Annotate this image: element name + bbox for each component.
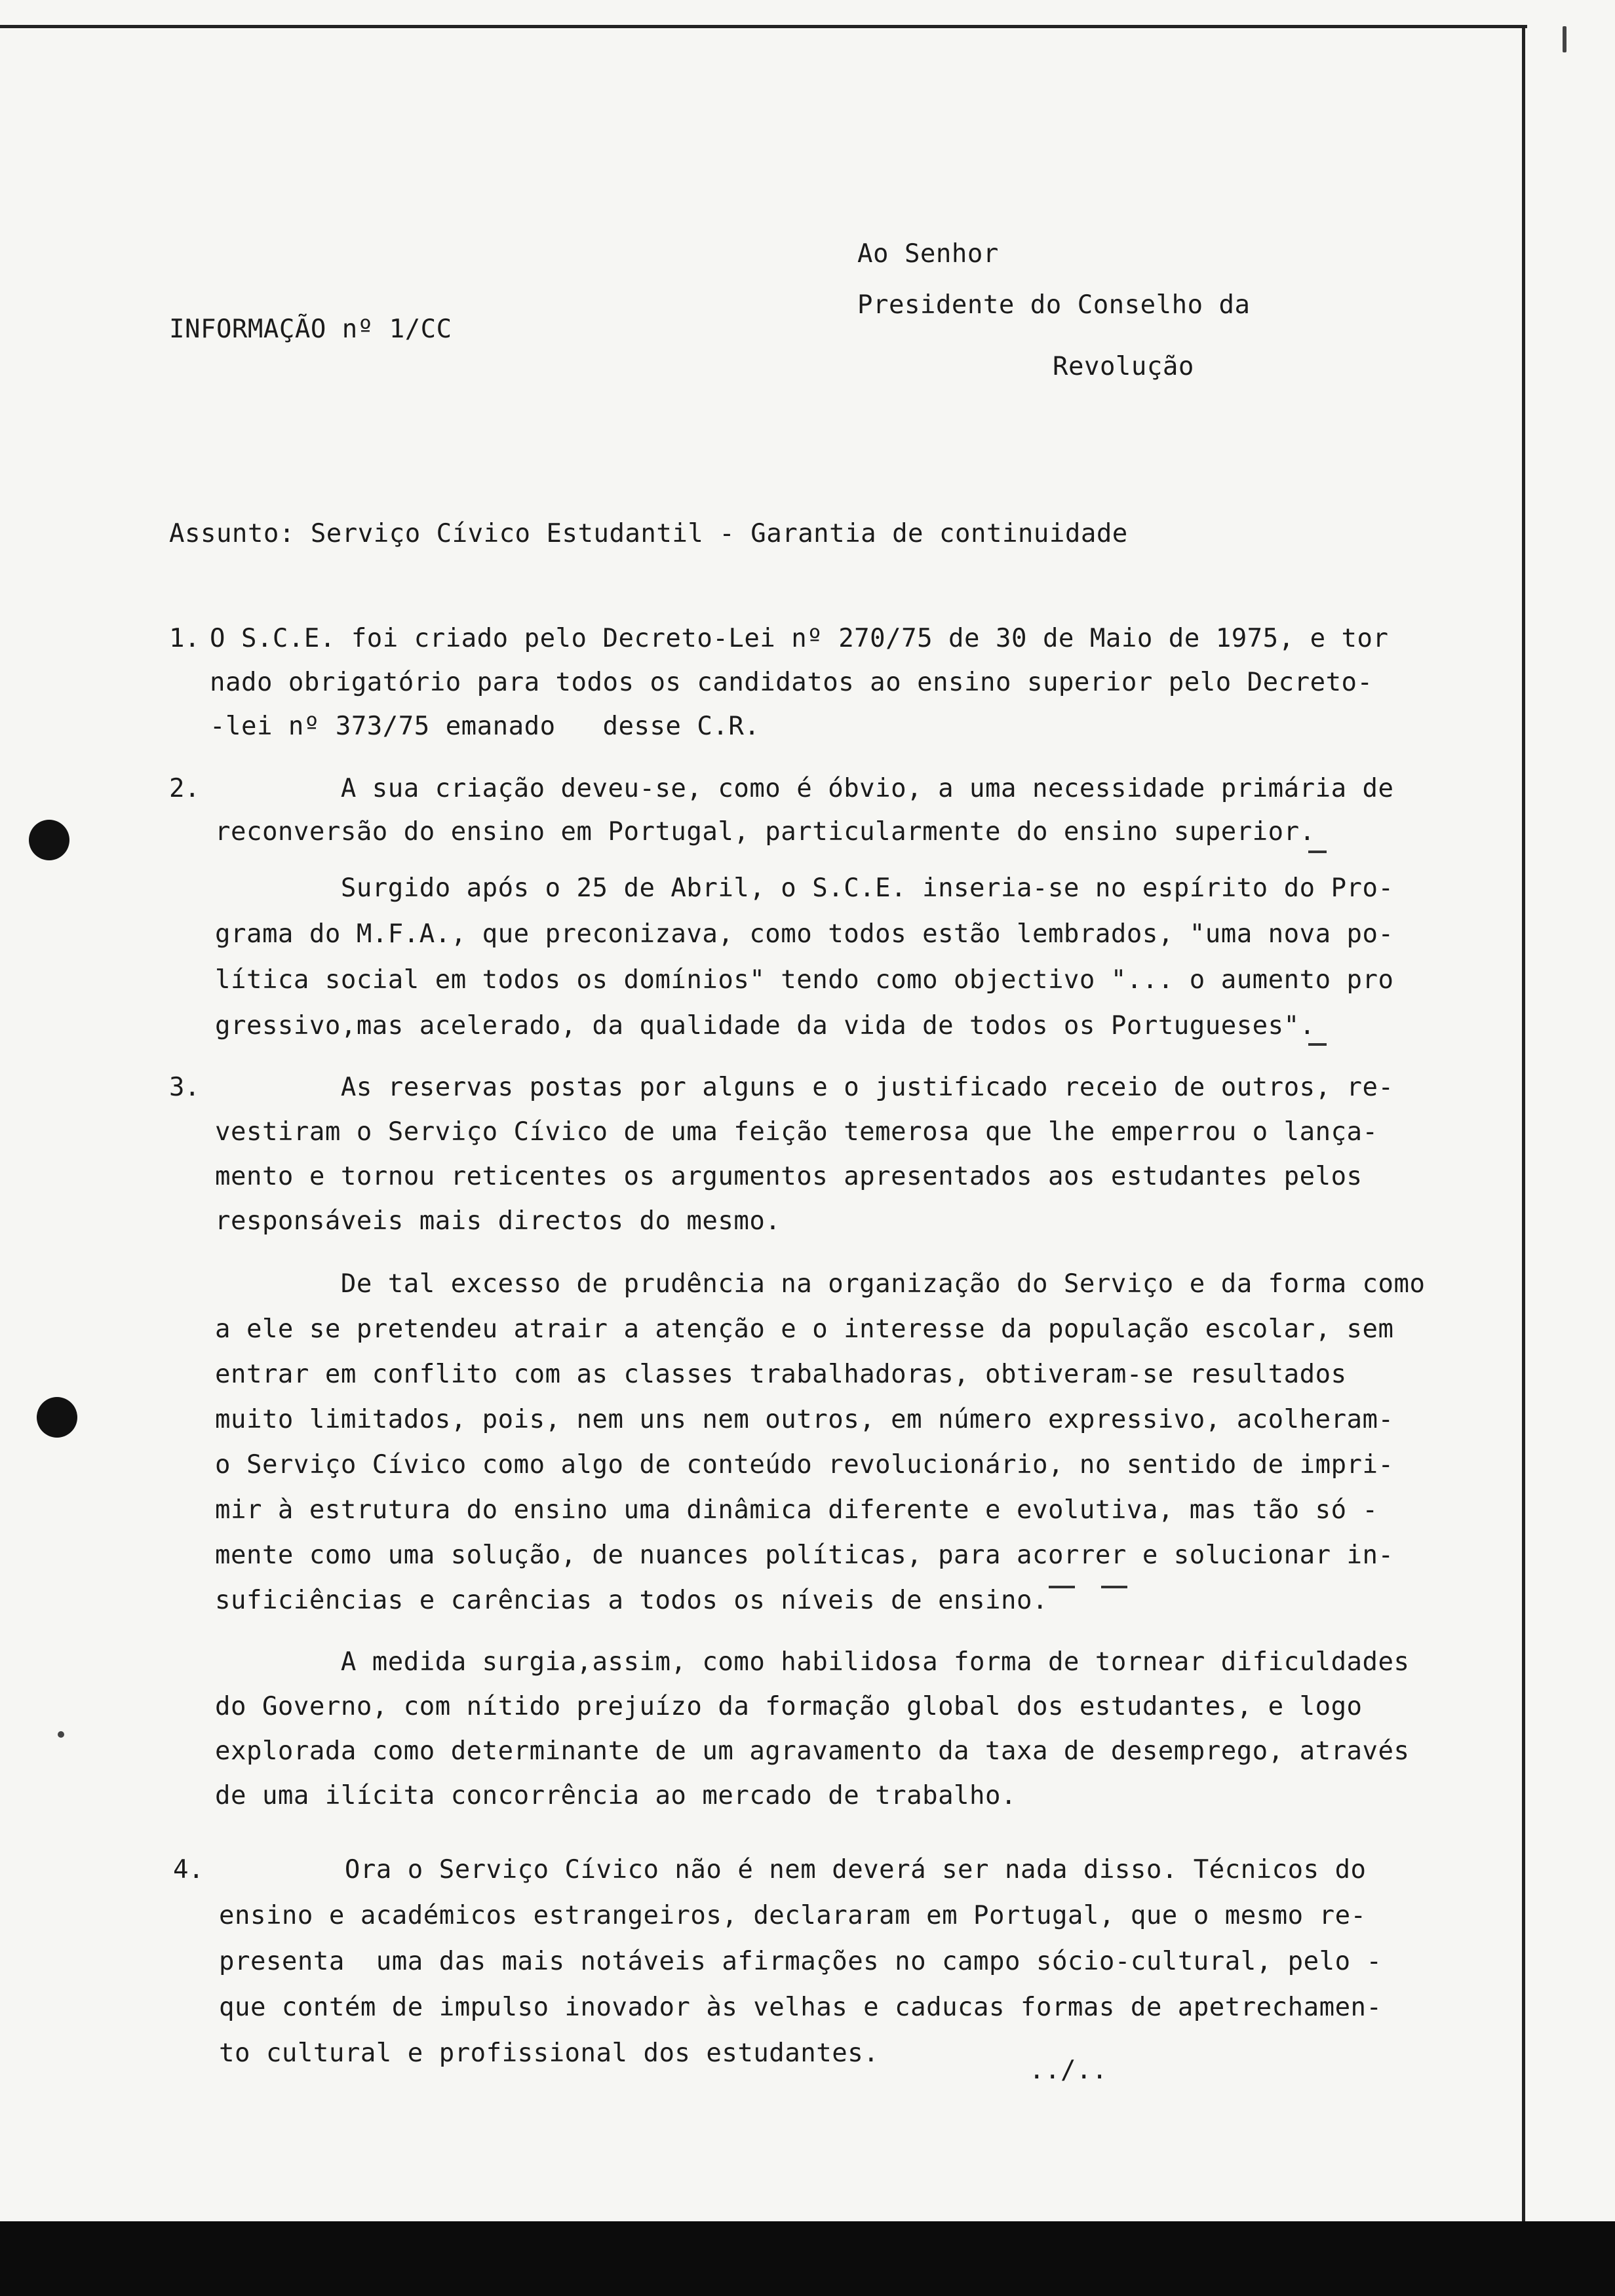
body-line: De tal excesso de prudência na organização do Serviço e da forma como — [215, 1269, 1426, 1299]
section-number: 1. — [169, 624, 200, 653]
section-number: 3. — [169, 1073, 200, 1102]
body-line: muito limitados, pois, nem uns nem outros, em número expressivo, acolheram- — [215, 1405, 1394, 1434]
addressee-line-2: Presidente do Conselho da — [857, 290, 1251, 320]
body-line: mir à estrutura do ensino uma dinâmica diferente e evolutiva, mas tão só - — [215, 1495, 1378, 1525]
body-line: ensino e académicos estrangeiros, declararam em Portugal, que o mesmo re- — [219, 1901, 1367, 1930]
scan-edge-top — [0, 25, 1527, 28]
body-line: As reservas postas por alguns e o justificado receio de outros, re- — [215, 1073, 1394, 1102]
body-line: nado obrigatório para todos os candidatos ao ensino superior pelo Decreto- — [210, 668, 1373, 697]
body-line: a ele se pretendeu atrair a atenção e o interesse da população escolar, sem — [215, 1314, 1394, 1344]
body-line: de uma ilícita concorrência ao mercado de trabalho. — [215, 1781, 1017, 1810]
margin-dash — [1049, 1586, 1075, 1588]
body-line: presenta uma das mais notáveis afirmações no campo sócio-cultural, pelo - — [219, 1947, 1382, 1976]
information-reference: INFORMAÇÃO nº 1/CC — [169, 315, 452, 344]
body-line: -lei nº 373/75 emanado desse C.R. — [210, 712, 760, 741]
body-line: gressivo,mas acelerado, da qualidade da vida de todos os Portugueses". — [215, 1011, 1315, 1041]
body-line: entrar em conflito com as classes trabalhadoras, obtiveram-se resultados — [215, 1360, 1347, 1389]
margin-dash — [1308, 1043, 1327, 1046]
body-line: reconversão do ensino em Portugal, particularmente do ensino superior. — [215, 817, 1315, 847]
body-line: O S.C.E. foi criado pelo Decreto-Lei nº 270/75 de 30 de Maio de 1975, e tor — [210, 624, 1389, 653]
body-line: explorada como determinante de um agravamento da taxa de desemprego, através — [215, 1736, 1410, 1766]
body-line: responsáveis mais directos do mesmo. — [215, 1206, 781, 1236]
subject-line: Assunto: Serviço Cívico Estudantil - Garantia de continuidade — [169, 519, 1128, 548]
body-line: A medida surgia,assim, como habilidosa forma de tornear dificuldades — [215, 1647, 1410, 1677]
body-line: grama do M.F.A., que preconizava, como todos estão lembrados, "uma nova po- — [215, 919, 1394, 949]
body-line: o Serviço Cívico como algo de conteúdo revolucionário, no sentido de impri- — [215, 1450, 1394, 1480]
scan-speck — [1563, 26, 1566, 52]
body-line: que contém de impulso inovador às velhas e caducas formas de apetrechamen- — [219, 1993, 1382, 2022]
margin-dash — [1308, 851, 1327, 853]
body-line: mente como uma solução, de nuances políticas, para acorrer e solucionar in- — [215, 1540, 1394, 1570]
punch-hole-top — [29, 820, 69, 860]
scan-speck — [58, 1731, 64, 1738]
body-line: A sua criação deveu-se, como é óbvio, a uma necessidade primária de — [215, 774, 1394, 803]
body-line: mento e tornou reticentes os argumentos apresentados aos estudantes pelos — [215, 1162, 1363, 1191]
addressee-line-1: Ao Senhor — [857, 239, 999, 269]
addressee-line-3: Revolução — [1053, 352, 1194, 381]
continuation-mark: ../.. — [1029, 2056, 1108, 2085]
margin-dash — [1101, 1586, 1127, 1588]
body-line: Ora o Serviço Cívico não é nem deverá ser nada disso. Técnicos do — [219, 1855, 1367, 1885]
scan-edge-bottom — [0, 2221, 1615, 2296]
body-line: lítica social em todos os domínios" tendo como objectivo "... o aumento pro — [215, 965, 1394, 995]
section-number: 2. — [169, 774, 200, 803]
body-line: do Governo, com nítido prejuízo da formação global dos estudantes, e logo — [215, 1692, 1363, 1721]
body-line: vestiram o Serviço Cívico de uma feição temerosa que lhe emperrou o lança- — [215, 1117, 1378, 1147]
section-number: 4. — [173, 1855, 204, 1885]
scan-edge-right — [1522, 26, 1525, 2241]
punch-hole-bottom — [37, 1397, 77, 1438]
body-line: suficiências e carências a todos os níveis de ensino. — [215, 1586, 1048, 1615]
body-line: Surgido após o 25 de Abril, o S.C.E. inseria-se no espírito do Pro- — [215, 873, 1394, 903]
body-line: to cultural e profissional dos estudantes. — [219, 2038, 880, 2068]
